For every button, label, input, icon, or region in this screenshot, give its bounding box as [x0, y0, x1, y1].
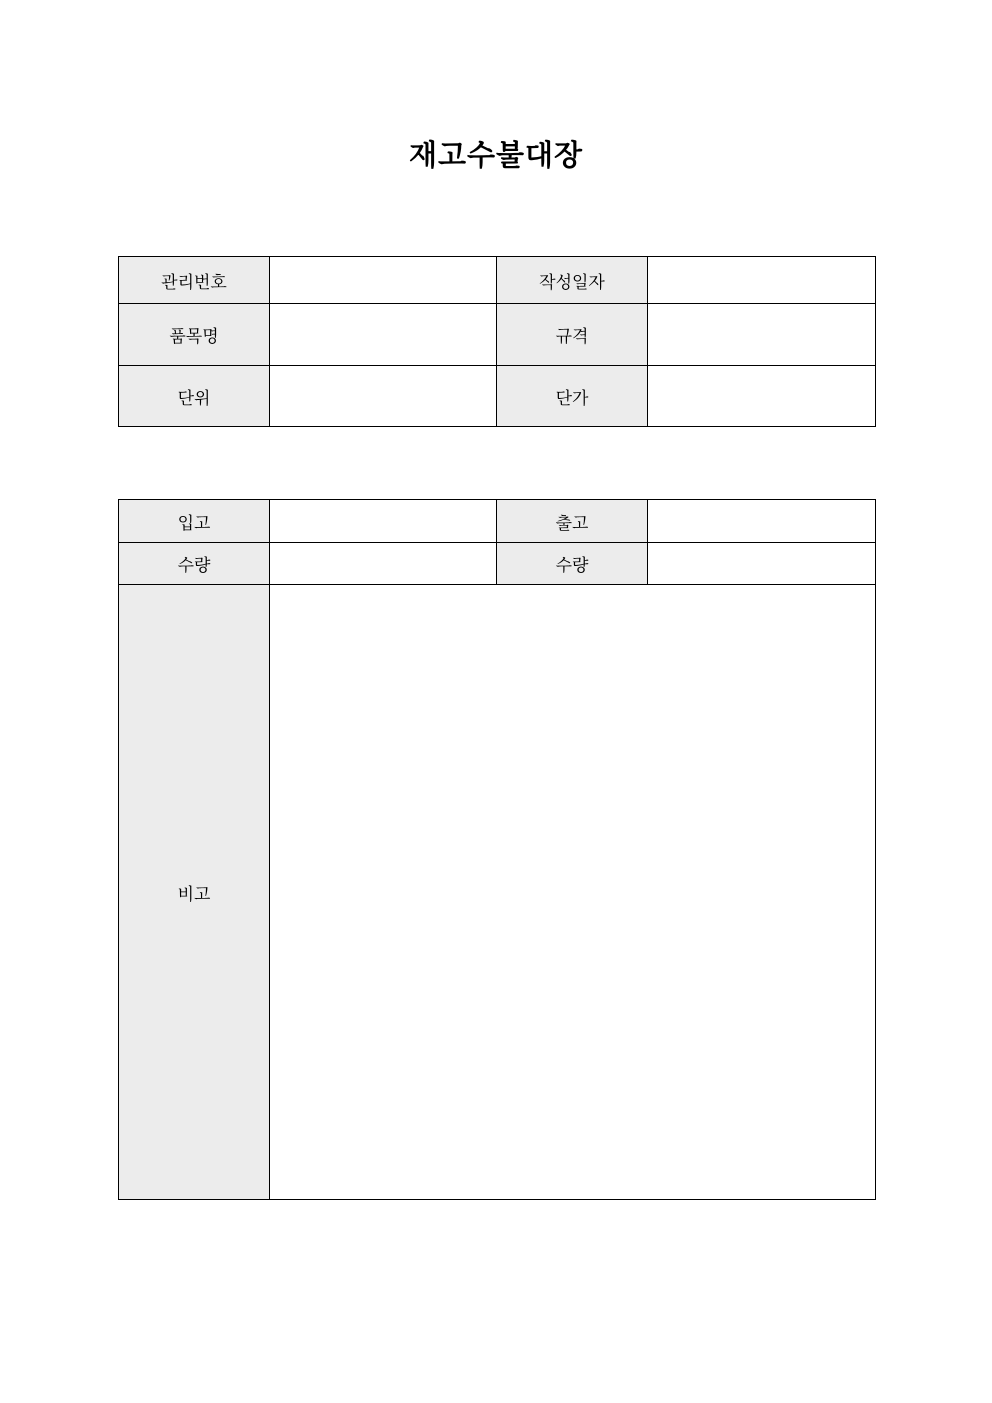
unit-field[interactable]: [270, 366, 497, 427]
stock-flow-table: [118, 499, 876, 1200]
item-info-table: [118, 256, 876, 427]
shipping-quantity-field[interactable]: [648, 543, 876, 585]
management-number-label: 관리번호: [119, 257, 270, 304]
specification-label: 규격: [497, 304, 648, 366]
table-row: [119, 304, 876, 366]
shipping-field[interactable]: [648, 500, 876, 543]
receiving-field[interactable]: [270, 500, 497, 543]
date-written-field[interactable]: [648, 257, 876, 304]
shipping-label: 출고: [497, 500, 648, 543]
table-row: [119, 543, 876, 585]
table-row: [119, 500, 876, 543]
shipping-quantity-label: 수량: [497, 543, 648, 585]
specification-field[interactable]: [648, 304, 876, 366]
table-row: [119, 257, 876, 304]
item-name-label: 품목명: [119, 304, 270, 366]
table-row: [119, 366, 876, 427]
page-title: 재고수불대장: [408, 138, 584, 172]
receiving-quantity-field[interactable]: [270, 543, 497, 585]
unit-price-label: 단가: [497, 366, 648, 427]
receiving-quantity-label: 수량: [119, 543, 270, 585]
remarks-label: 비고: [119, 585, 270, 1200]
unit-price-field[interactable]: [648, 366, 876, 427]
receiving-label: 입고: [119, 500, 270, 543]
date-written-label: 작성일자: [497, 257, 648, 304]
table-row: [119, 585, 876, 1200]
remarks-field[interactable]: [270, 585, 876, 1200]
unit-label: 단위: [119, 366, 270, 427]
item-name-field[interactable]: [270, 304, 497, 366]
management-number-field[interactable]: [270, 257, 497, 304]
